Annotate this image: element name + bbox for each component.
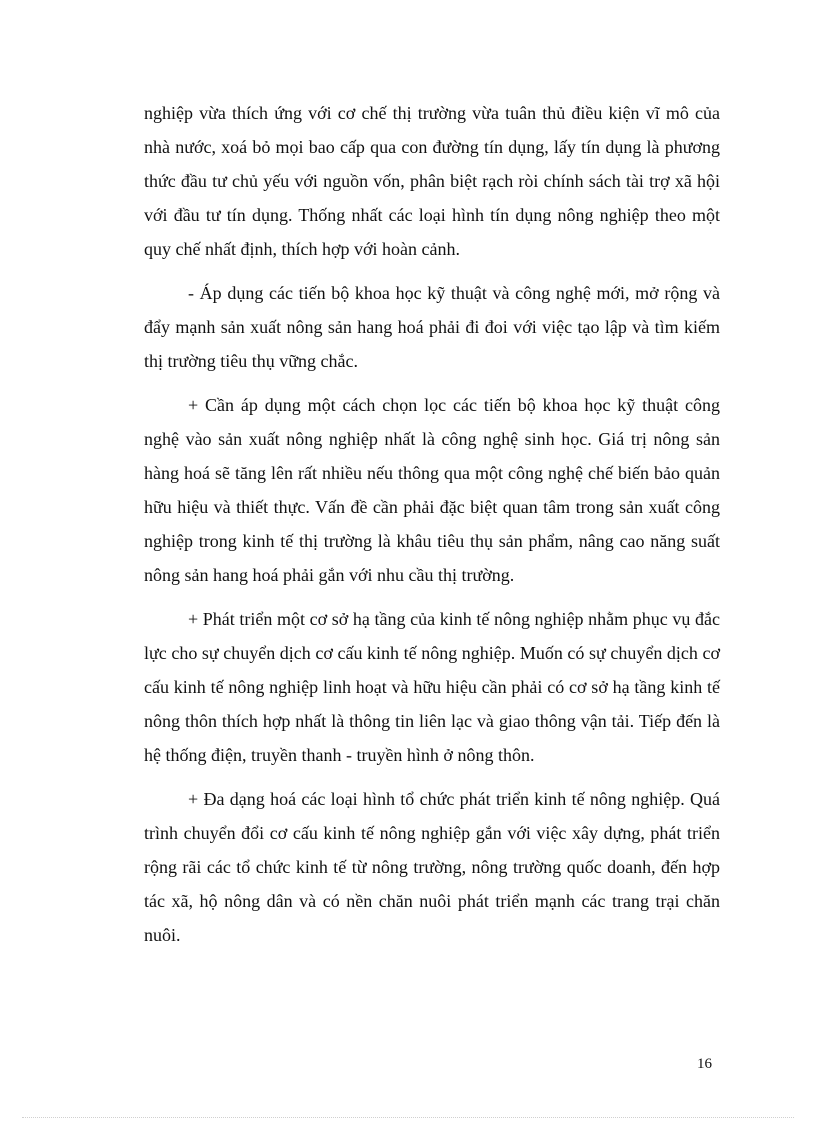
page-bottom-divider bbox=[22, 1117, 794, 1118]
paragraph-infrastructure: + Phát triển một cơ sở hạ tầng của kinh tế nông nghiệp nhằm phục vụ đắc lực cho sự chuyển dịch cơ cấu kinh tế nông nghiệp. Muốn có sự chuyển dịch cơ cấu kinh tế nông nghiệp linh hoạt và hữu hiệu cần phải có cơ sở hạ tầng kinh tế nông thôn thích hợp nhất là thông tin liên lạc và giao thông vận tải. Tiếp đến là hệ thống điện, truyền thanh - truyền hình ở nông thôn. bbox=[144, 609, 720, 765]
paragraph-diversification: + Đa dạng hoá các loại hình tổ chức phát triển kinh tế nông nghiệp. Quá trình chuyển đổi cơ cấu kinh tế nông nghiệp gắn với việc xây dựng, phát triển rộng rãi các tổ chức kinh tế từ nông trường, nông trường quốc doanh, đến hợp tác xã, hộ nông dân và có nền chăn nuôi phát triển mạnh các trang trại chăn nuôi. bbox=[144, 789, 720, 945]
page-number: 16 bbox=[697, 1056, 712, 1072]
paragraph-continuation: nghiệp vừa thích ứng với cơ chế thị trường vừa tuân thủ điều kiện vĩ mô của nhà nước, xoá bỏ mọi bao cấp qua con đường tín dụng, lấy tín dụng là phương thức đầu tư chủ yếu với nguồn vốn, phân biệt rạch ròi chính sách tài trợ xã hội với đầu tư tín dụng. Thống nhất các loại hình tín dụng nông nghiệp theo một quy chế nhất định, thích hợp với hoàn cảnh. bbox=[144, 103, 720, 259]
paragraph-technology: - Áp dụng các tiến bộ khoa học kỹ thuật và công nghệ mới, mở rộng và đẩy mạnh sản xuất nông sản hang hoá phải đi đoi với việc tạo lập và tìm kiếm thị trường tiêu thụ vững chắc. bbox=[144, 283, 720, 371]
document-body bbox=[144, 96, 720, 962]
paragraph-selective-application: + Cần áp dụng một cách chọn lọc các tiến bộ khoa học kỹ thuật công nghệ vào sản xuất nông nghiệp nhất là công nghệ sinh học. Giá trị nông sản hàng hoá sẽ tăng lên rất nhiều nếu thông qua một công nghệ chế biến bảo quản hữu hiệu và thiết thực. Vấn đề cần phải đặc biệt quan tâm trong sản xuất công nghiệp trong kinh tế thị trường là khâu tiêu thụ sản phẩm, nâng cao năng suất nông sản hang hoá phải gắn với nhu cầu thị trường. bbox=[144, 395, 720, 585]
